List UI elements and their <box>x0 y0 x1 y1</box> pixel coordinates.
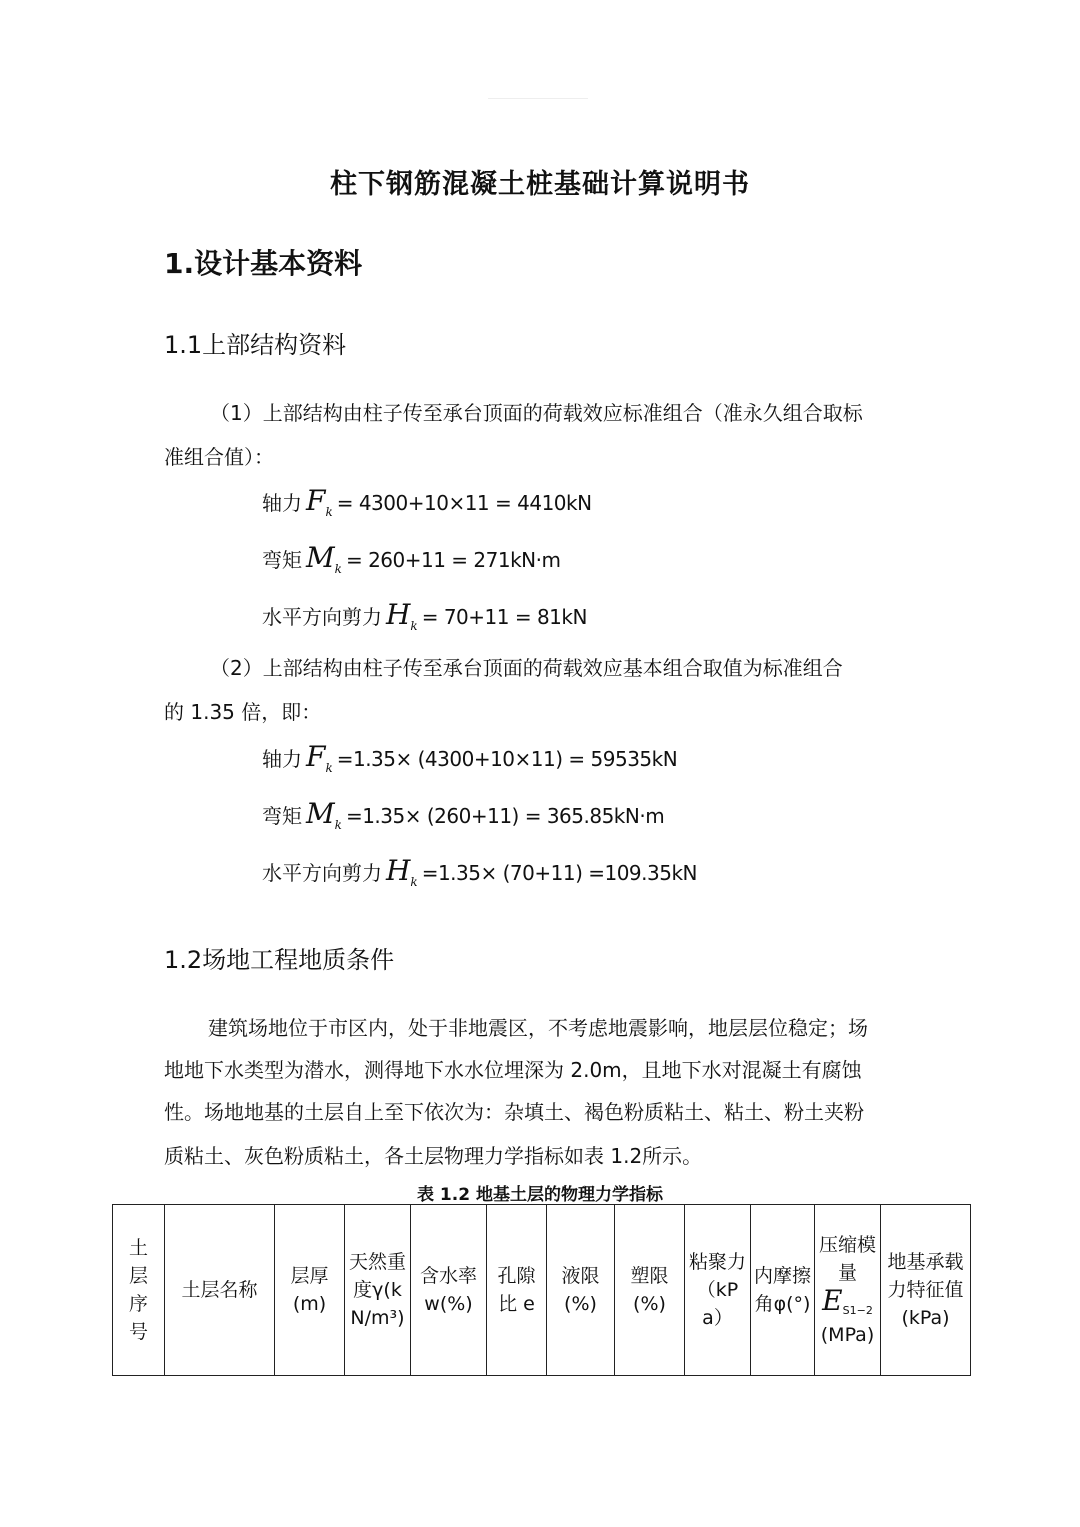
formula-subscript: k <box>325 761 333 775</box>
formula-subscript: k <box>325 505 333 519</box>
paragraph-1-line-1: （1）上部结构由柱子传至承台顶面的荷载效应标准组合（准永久组合取标 <box>210 401 863 425</box>
section-1-2-heading: 1.2场地工程地质条件 <box>164 946 395 974</box>
header-plastic-limit: 塑限(%) <box>615 1205 685 1376</box>
header-layer-name: 土层名称 <box>165 1205 275 1376</box>
formula-symbol: F <box>306 740 326 773</box>
formula-expression: = 260+11 = 271kN·m <box>345 548 561 572</box>
formula-moment-basic <box>262 797 664 830</box>
formula-label: 水平方向剪力 <box>262 861 382 885</box>
formula-symbol: M <box>306 797 335 830</box>
document-title: 柱下钢筋混凝土桩基础计算说明书 <box>330 169 750 200</box>
formula-expression: =1.35× (4300+10×11) = 59535kN <box>336 747 678 771</box>
formula-label: 水平方向剪力 <box>262 605 382 629</box>
formula-expression: = 70+11 = 81kN <box>421 605 587 629</box>
modulus-unit: (MPa) <box>820 1324 875 1346</box>
soil-properties-table <box>112 1204 971 1376</box>
header-void-ratio: 孔隙比 e <box>487 1205 547 1376</box>
formula-label: 弯矩 <box>262 548 302 572</box>
header-water-content: 含水率w(%) <box>411 1205 487 1376</box>
header-layer-no: 土层序号 <box>113 1205 165 1376</box>
geology-paragraph-line-2: 地地下水类型为潜水，测得地下水水位埋深为 2.0m，且地下水对混凝土有腐蚀 <box>164 1058 862 1082</box>
header-friction-angle: 内摩擦角φ(°) <box>751 1205 815 1376</box>
formula-symbol: F <box>306 484 326 517</box>
formula-subscript: k <box>410 619 418 633</box>
header-compression-modulus <box>815 1205 881 1376</box>
paragraph-1-line-2: 准组合值）： <box>164 445 274 469</box>
formula-label: 轴力 <box>262 491 302 515</box>
header-cohesion: 粘聚力（kPa） <box>685 1205 751 1376</box>
paragraph-2-line-2: 的 1.35 倍，即： <box>164 700 322 724</box>
formula-symbol: H <box>386 598 411 631</box>
formula-subscript: k <box>334 562 342 576</box>
paragraph-2-line-1: （2）上部结构由柱子传至承台顶面的荷载效应基本组合取值为标准组合 <box>210 656 843 680</box>
header-unit-weight: 天然重度γ(kN/m³) <box>345 1205 411 1376</box>
formula-axial-force-basic <box>262 740 677 773</box>
formula-subscript: k <box>410 875 418 889</box>
formula-shear-standard <box>262 598 587 631</box>
formula-symbol: H <box>386 854 411 887</box>
modulus-symbol: E <box>822 1284 843 1317</box>
geology-paragraph-line-3: 性。场地地基的土层自上至下依次为：杂填土、褐色粉质粘土、粘土、粉土夹粉 <box>164 1100 864 1124</box>
modulus-prefix: 压缩模量 <box>818 1234 876 1284</box>
modulus-subscript: S1−2 <box>842 1304 873 1317</box>
header-liquid-limit: 液限(%) <box>547 1205 615 1376</box>
page-top-divider <box>488 98 588 99</box>
section-1-1-heading: 1.1上部结构资料 <box>164 331 347 359</box>
section-1-heading: 1.设计基本资料 <box>164 247 363 280</box>
formula-expression: = 4300+10×11 = 4410kN <box>336 491 592 515</box>
formula-expression: =1.35× (260+11) = 365.85kN·m <box>345 804 665 828</box>
geology-paragraph-line-4: 质粘土、灰色粉质粘土，各土层物理力学指标如表 1.2所示。 <box>164 1144 703 1168</box>
formula-expression: =1.35× (70+11) =109.35kN <box>421 861 698 885</box>
formula-moment-standard <box>262 541 560 574</box>
header-bearing-capacity: 地基承载力特征值(kPa) <box>881 1205 971 1376</box>
formula-axial-force-standard <box>262 484 592 517</box>
header-thickness: 层厚(m) <box>275 1205 345 1376</box>
formula-subscript: k <box>334 818 342 832</box>
formula-shear-basic <box>262 854 697 887</box>
table-caption: 表 1.2 地基土层的物理力学指标 <box>417 1185 663 1205</box>
formula-symbol: M <box>306 541 335 574</box>
geology-paragraph-line-1: 建筑场地位于市区内，处于非地震区，不考虑地震影响，地层层位稳定；场 <box>208 1016 868 1040</box>
table-header-row <box>113 1205 971 1376</box>
formula-label: 弯矩 <box>262 804 302 828</box>
formula-label: 轴力 <box>262 747 302 771</box>
